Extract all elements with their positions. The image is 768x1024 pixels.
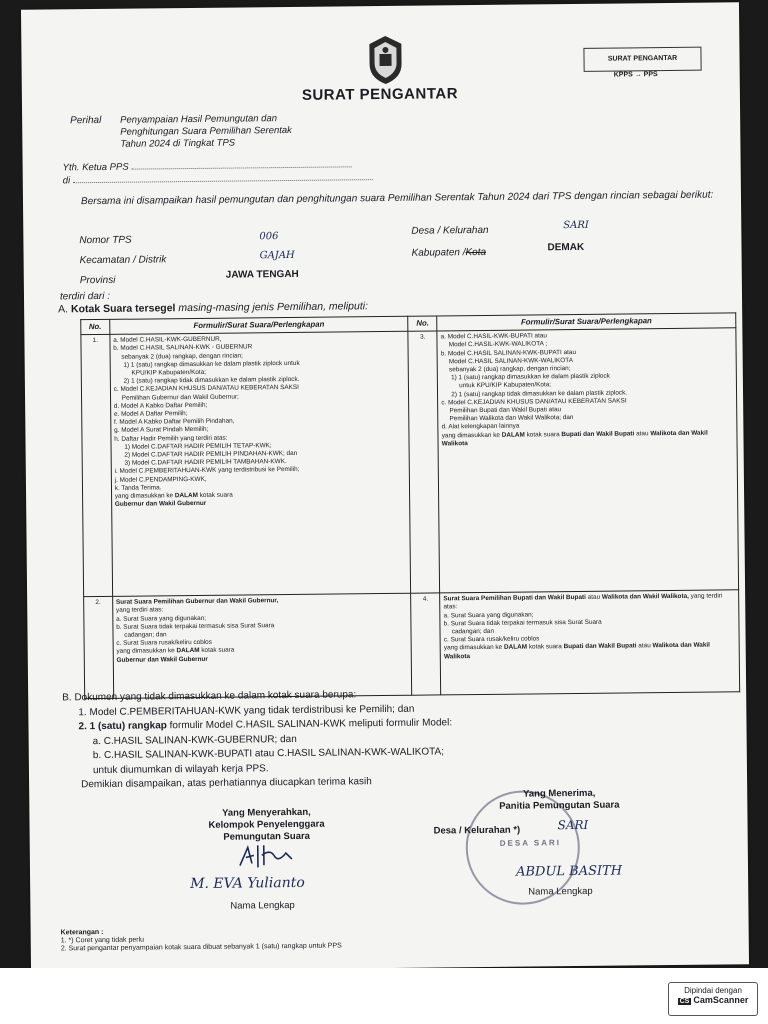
kota-label-struck: Kota (465, 246, 487, 259)
signature-role: Panitia Pemungutan Suara (499, 799, 620, 812)
list-item: Model C.HASIL-KWK-WALIKOTA ; (448, 340, 548, 349)
col-no-header: No. (408, 316, 437, 332)
scan-footer (0, 968, 768, 1024)
row-head-bold: Walikota dan Wakil Walikota, (601, 593, 689, 601)
item-list (116, 604, 408, 648)
perihal-label: Perihal (70, 114, 102, 127)
camscanner-line2-wrap (669, 995, 757, 1005)
list-item: e. Model A Daftar Pemilih; (113, 410, 188, 418)
keterangan (61, 926, 342, 953)
row-body (110, 331, 411, 596)
desa-signature-label: Desa / Kelurahan *) (433, 824, 521, 837)
perihal-text (120, 112, 380, 151)
row-head: Surat Suara Pemilihan Gubernur dan Wakil Gubernur, (115, 597, 279, 607)
row-no: 1. (81, 335, 112, 597)
row-no: 3. (408, 331, 439, 593)
camscanner-badge (668, 982, 758, 1016)
list-item: i. Model C.PEMBERITAHUAN-KWK yang terdistribusi ke Pemilih; (114, 466, 300, 476)
perihal-line: Tahun 2024 di Tingkat TPS (120, 137, 236, 150)
tail-text: kotak suara (526, 643, 564, 651)
section-b-item-bold: 2. 1 (satu) rangkap (78, 720, 167, 733)
keterangan-line: 2. Surat pengantar penyampaian kotak suara dibuat sebanyak 1 (satu) rangkap untuk PPS (60, 942, 342, 953)
list-item: 1) Model C.DAFTAR HADIR PEMILIH TETAP-KWK; (124, 442, 272, 451)
list-item: a. Model C.HASIL-KWK-BUPATI atau (440, 332, 547, 341)
tail-text: atau (636, 642, 653, 650)
list-item: cadangan; dan (124, 631, 167, 639)
form-code-sub: KPPS → PPS (613, 71, 658, 79)
list-item: untuk KPU/KIP Kabupaten/Kota; (459, 381, 552, 390)
tail-bold: Gubernur dan Wakil Gubernur (114, 500, 207, 509)
row-body (437, 328, 739, 593)
section-a-bold: Kotak Suara tersegel (70, 302, 176, 316)
list-item: b. Surat Suara tidak terpakai termasuk sisa Surat Suara (116, 621, 275, 631)
kabupaten-label-text: Kabupaten / (411, 247, 466, 259)
row-tail (444, 642, 736, 661)
provinsi-value: JAWA TENGAH (225, 268, 299, 281)
perihal-line: Penyampaian Hasil Pemungutan dan (120, 113, 278, 126)
tail-text: kotak suara (524, 430, 562, 439)
list-item: Pemilihan Walikota dan Wakil Walikota; dan (449, 414, 574, 423)
desa-signature-value: SARI (557, 817, 589, 833)
section-a-label: A. (58, 303, 69, 316)
dotted-line (73, 179, 373, 183)
signer-left-name: M. EVA Yulianto (190, 874, 305, 893)
list-item: b. Surat Suara tidak terpakai termasuk sisa Surat Suara (443, 618, 602, 628)
signature-role: Kelompok Penyelenggara (208, 818, 325, 831)
list-item: b. Model C.HASIL SALINAN-KWK - GUBERNUR (113, 343, 253, 353)
list-item: b. Model C.HASIL SALINAN-KWK-BUPATI atau (440, 348, 577, 358)
tail-bold: DALAM (176, 647, 200, 655)
documents-table (80, 312, 740, 699)
kecamatan-label: Kecamatan / Distrik (79, 254, 167, 267)
tail-bold: Bupati dan Wakil Bupati (561, 430, 635, 438)
tail-bold: DALAM (174, 492, 198, 500)
signer-right-name: ABDUL BASITH (515, 863, 623, 880)
keterangan-line: 1. *) Coret yang tidak perlu (60, 936, 145, 945)
tail-text: yang dimasukkan ke (443, 644, 504, 652)
list-item: cadangan; dan (451, 627, 495, 636)
desa-label: Desa / Kelurahan (411, 224, 489, 237)
stamp-text: DESA SARI (499, 838, 562, 848)
row-tail (442, 429, 734, 448)
section-a-rest: masing-masing jenis Pemilihan, meliputi: (178, 300, 369, 315)
list-item: Model C.HASIL SALINAN-KWK-WALIKOTA (448, 356, 574, 366)
tail-text: yang dimasukkan ke (116, 647, 177, 656)
list-item: Pemilihan Gubernur dan Wakil Gubernur; (121, 393, 239, 402)
list-item: c. Model C.KEJADIAN KHUSUS DAN/ATAU KEBERATAN SAKSI (113, 384, 299, 394)
table-row (81, 328, 739, 597)
section-b-note: untuk diumumkan di wilayah kerja PPS. (92, 762, 269, 776)
list-item: a. Model C.HASIL-KWK-GUBERNUR, (113, 335, 222, 345)
signature-role: Yang Menyerahkan, (221, 806, 311, 819)
nama-lengkap-label: Nama Lengkap (230, 899, 295, 912)
list-item: 2) Model C.DAFTAR HADIR PEMILIH PINDAHAN-KWK; dan (124, 449, 298, 459)
keterangan-title: Keterangan : (60, 928, 104, 937)
section-b-subitem: a. C.HASIL SALINAN-KWK-GUBERNUR; dan (92, 733, 297, 747)
desa-value: SARI (563, 219, 589, 232)
list-item: 1) 1 (satu) rangkap dimasukkan ke dalam plastik ziplock (451, 372, 610, 382)
signature-left-block (181, 806, 351, 844)
item-list (444, 609, 736, 645)
kabupaten-value: DEMAK (547, 241, 585, 254)
tail-bold: Bupati dan Wakil Bupati (563, 642, 637, 651)
list-item: d. Model A Kabko Daftar Pemilih; (113, 401, 208, 410)
list-item: Pemilihan Bupati dan Wakil Bupati atau (449, 406, 562, 415)
tail-text: kotak suara (199, 647, 235, 655)
row-body (112, 593, 412, 698)
col-form-header: Formulir/Surat Suara/Perlengkapan (109, 316, 408, 334)
col-no-header: No. (81, 319, 110, 335)
list-item: sebanyak 2 (dua) rangkap, dengan rincian; (448, 365, 571, 374)
camscanner-line1: Dipindai dengan (684, 986, 742, 995)
handwritten-signature-left (236, 841, 296, 872)
list-item: j. Model C.PENDAMPING-KWK, (114, 475, 207, 484)
page-title: SURAT PENGANTAR (301, 85, 459, 104)
signature-role: Yang Menerima, (522, 787, 596, 800)
signature-role: Pemungutan Suara (223, 830, 310, 843)
recipient-label: Yth. Ketua PPS (62, 161, 129, 174)
list-item: 2) 1 (satu) rangkap tidak dimasukkan ke dalam plastik ziplock. (451, 389, 628, 398)
list-item: sebanyak 2 (dua) rangkap, dengan rincian; (121, 352, 243, 361)
list-item: c. Model C.KEJADIAN KHUSUS DAN/ATAU KEBERATAN SAKSI (441, 397, 627, 407)
table-row (84, 590, 740, 699)
signature-right-block (459, 787, 659, 813)
tail-text: yang dimasukkan ke (114, 492, 175, 500)
recipient-di-label: di (62, 175, 71, 187)
nomor-tps-value: 006 (259, 231, 279, 243)
kecamatan-value: GAJAH (259, 249, 295, 262)
row-body (440, 590, 740, 695)
list-item: k. Tanda Terima. (114, 484, 162, 492)
tail-bold: Walikota dan Wakil Walikota (443, 642, 710, 661)
list-item: d. Alat kelengkapan lainnya (441, 423, 520, 431)
tail-bold: DALAM (503, 643, 528, 652)
list-item: g. Model A Surat Pindah Memilih; (114, 426, 209, 435)
item-list (441, 331, 734, 432)
list-item: c. Surat Suara rusak/keliru coblos (116, 639, 212, 648)
terdiri-label: terdiri dari : (59, 290, 111, 303)
recipient (63, 158, 373, 187)
provinsi-label: Provinsi (79, 274, 116, 287)
camscanner-line2: CamScanner (693, 995, 749, 1005)
tail-text: yang dimasukkan ke (441, 431, 502, 440)
list-item: f. Model A Kabko Daftar Pemilih Pindahan, (114, 417, 235, 427)
tail-text: kotak suara (197, 491, 233, 500)
intro-text: Bersama ini disampaikan hasil pemungutan dan penghitungan suara Pemilihan Serentak Tahun 2024 dari TPS dengan rincian sebagai berikut: (80, 189, 714, 208)
list-item: 3) Model C.DAFTAR HADIR PEMILIH TAMBAHAN-KWK. (124, 458, 287, 467)
col-form-header: Formulir/Surat Suara/Perlengkapan (437, 313, 736, 331)
row-head-text: atau (585, 593, 602, 602)
list-item: 1) 1 (satu) rangkap dimasukkan ke dalam plastik ziplock untuk (123, 359, 300, 369)
nama-lengkap-label: Nama Lengkap (528, 885, 593, 898)
item-list (113, 334, 406, 493)
section-a-heading (58, 300, 368, 315)
tail-bold: DALAM (501, 431, 525, 439)
list-item: c. Surat Suara rusak/keliru coblos (443, 635, 540, 644)
closing-text: Demikian disampaikan, atas perhatiannya diucapkan terima kasih (81, 776, 372, 791)
kpu-logo-icon (365, 34, 406, 86)
form-code-box: SURAT PENGANTAR (583, 47, 701, 72)
tail-bold: Walikota dan Wakil Walikota (441, 429, 708, 448)
section-b (62, 684, 723, 792)
list-item: KPU/KIP Kabupaten/Kota; (131, 368, 207, 377)
row-head-text: yang terdiri atas: (443, 592, 723, 611)
section-b-heading: B. Dokumen yang tidak dimasukkan ke dalam kotak suara berupa: (62, 689, 357, 704)
tail-bold: Gubernur dan Wakil Gubernur (116, 655, 208, 664)
document-page (21, 2, 749, 971)
nomor-tps-label: Nomor TPS (79, 234, 132, 247)
kabupaten-label (411, 247, 486, 259)
list-item: a. Surat Suara yang digunakan; (443, 611, 534, 620)
list-item: yang terdiri atas: (115, 606, 164, 615)
row-no: 2. (84, 597, 114, 699)
dotted-line (131, 166, 351, 169)
perihal-line: Penghitungan Suara Pemilihan Serentak (120, 124, 292, 138)
camscanner-logo-icon: CS (679, 998, 690, 1005)
section-b-item: 1. Model C.PEMBERITAHUAN-KWK yang tidak terdistribusi ke Pemilih; dan (78, 703, 415, 718)
list-item: 2) 1 (satu) rangkap tidak dimasukkan ke dalam plastik ziplock. (123, 376, 300, 385)
section-b-item-text: formulir Model C.HASIL SALINAN-KWK meliputi formulir Model: (166, 717, 453, 732)
tail-text: atau (634, 429, 651, 438)
list-item: h. Daftar Hadir Pemilih yang terdiri atas: (114, 434, 228, 443)
row-no: 4. (411, 593, 441, 695)
list-item: a. Surat Suara yang digunakan; (116, 614, 207, 623)
section-b-subitem: b. C.HASIL SALINAN-KWK-BUPATI atau C.HASIL SALINAN-KWK-WALIKOTA; (92, 746, 445, 762)
row-head-bold: Surat Suara Pemilihan Bupati dan Wakil Bupati (443, 594, 586, 603)
